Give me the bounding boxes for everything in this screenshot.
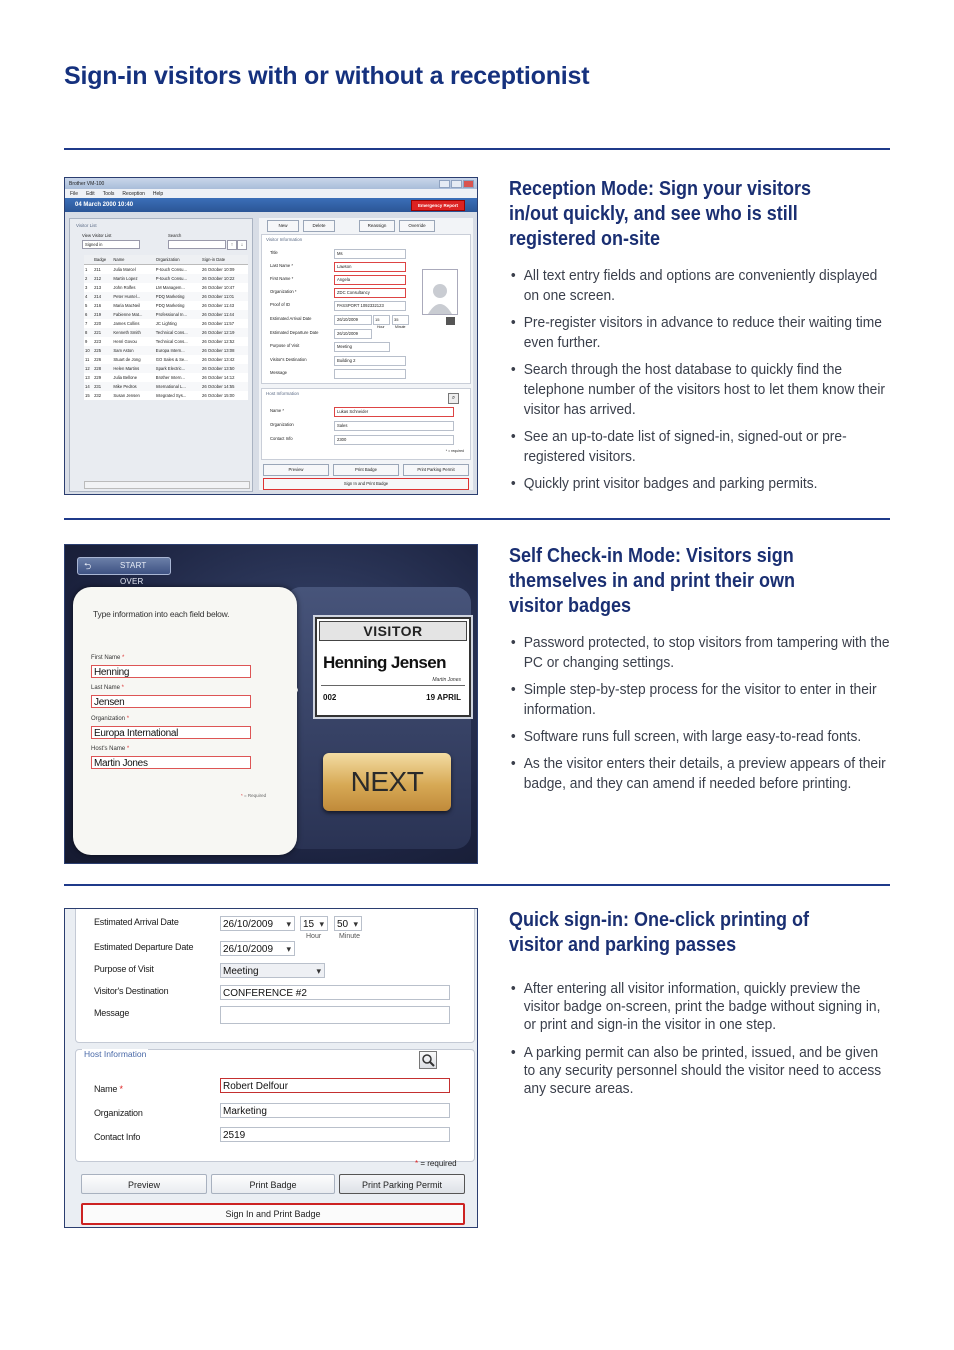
bullet-item: • Simple step-by-step process for the visitor to enter in their information. (509, 680, 892, 720)
preview-button[interactable]: Preview (263, 464, 329, 476)
contact-info-label: Contact Info (94, 1132, 141, 1142)
bullet-list (509, 980, 884, 1098)
arrival-hour-select[interactable] (373, 315, 390, 325)
visitor-list-table (84, 255, 248, 400)
table-cell: 219 (93, 310, 112, 319)
table-cell: 11 (85, 357, 90, 362)
self-check-in-screenshot (64, 544, 478, 864)
host-information-label: Host Information (266, 391, 300, 396)
table-cell: 225 (93, 346, 112, 355)
next-button[interactable]: NEXT (323, 753, 451, 811)
maximize-icon[interactable] (451, 180, 462, 188)
purpose-value: Meeting (223, 966, 259, 977)
arrival-minute-value: 35 (394, 317, 399, 322)
destination-label: Visitor's Destination (94, 986, 169, 996)
table-cell: 6 (84, 310, 93, 319)
table-cell: 26 October 12:52 (202, 339, 235, 344)
table-cell: 5 (85, 303, 88, 308)
print-badge-button[interactable]: Print Badge (211, 1174, 335, 1194)
first-name-input[interactable]: Henning (91, 665, 251, 678)
table-row[interactable] (84, 346, 248, 355)
table-cell: 3 (85, 285, 88, 290)
host-field-label: Organization (270, 422, 294, 427)
table-row[interactable] (84, 265, 248, 275)
table-cell: Martin Lopez (112, 274, 154, 283)
departure-date-select[interactable] (220, 941, 295, 956)
required-star: * (415, 1159, 419, 1168)
self-check-in-text (509, 544, 890, 801)
table-cell: Henri Govou (113, 339, 137, 344)
visitor-information-box (261, 234, 471, 384)
bullet-item: • Password protected, to stop visitors from tampering with the PC or changing settings. (509, 633, 892, 673)
host-field-input[interactable]: 2300 (334, 435, 454, 445)
search-label: Search (168, 233, 182, 238)
table-cell: 231 (93, 382, 112, 391)
column-header[interactable]: Organization (155, 255, 201, 265)
departure-date-label: Estimated Departure Date (94, 942, 194, 952)
visitor-field-input[interactable]: Meeting (334, 342, 390, 352)
visitor-field-input[interactable]: PASSPORT 1092332123 (334, 301, 406, 311)
table-cell: Technical Cons... (155, 328, 201, 337)
table-cell: Stuart de Jong (113, 357, 141, 362)
table-cell: 213 (94, 285, 102, 290)
return-arrow-icon: ⮌ (84, 561, 92, 571)
organization-input[interactable]: Europa International (91, 726, 251, 739)
arrow-down-icon[interactable]: ↓ (237, 240, 247, 250)
arrival-date-label: Estimated Arrival Date (94, 917, 179, 927)
arrival-hour-select[interactable] (300, 916, 328, 931)
table-cell: Julia Bellone (113, 375, 138, 380)
reassign-button[interactable]: Reassign (359, 220, 395, 232)
table-row[interactable] (84, 310, 248, 319)
table-cell: James Collins (113, 321, 140, 326)
table-cell: P-touch Consu... (155, 274, 201, 283)
badge-visitor-name: Henning Jensen (323, 653, 446, 672)
first-name-label: First Name * (91, 655, 124, 661)
visitor-field-label: Last Name * (270, 263, 294, 268)
table-cell: Technical Cons... (155, 339, 188, 344)
minute-label: Minute (339, 933, 361, 940)
reception-mode-screenshot (64, 177, 478, 495)
person-silhouette-icon (427, 280, 453, 314)
menu-reception[interactable]: Reception (122, 190, 145, 197)
visitor-field-label: Proof of ID (270, 302, 291, 307)
section-heading: Self Check-in Mode: Visitors sign themselves in and print their own visitor badges (509, 545, 796, 617)
last-name-label: Last Name * (91, 685, 124, 691)
visitor-field-label: Estimated Departure Date (270, 330, 319, 335)
table-cell: 220 (94, 321, 102, 326)
table-cell: Julia Marcel (113, 267, 136, 272)
table-cell: Brother Intern... (155, 375, 185, 380)
minimize-icon[interactable] (439, 180, 450, 188)
horizontal-scrollbar[interactable] (84, 481, 250, 489)
search-icon[interactable]: ⌕ (448, 393, 459, 404)
table-cell: 9 (85, 339, 88, 344)
visitor-field-input[interactable] (334, 369, 406, 379)
table-cell: Susan Jensen (113, 393, 140, 398)
bullet-item: • All text entry fields and options are conveniently displayed on one screen. (509, 266, 892, 306)
window-controls (439, 180, 474, 188)
table-cell: Integrated Sys... (155, 393, 187, 398)
menu-help[interactable]: Help (152, 190, 164, 197)
purpose-label: Purpose of Visit (94, 964, 154, 974)
visitor-field-label: Purpose of Visit (270, 343, 300, 348)
menu-edit[interactable]: Edit (86, 190, 95, 197)
table-cell: Spark Electric... (155, 364, 201, 373)
host-information-box (261, 388, 471, 460)
table-cell: Maria MacNeil (113, 303, 141, 308)
table-cell: 26 October 12:19 (201, 328, 248, 337)
window-title: Brother VM-100 (69, 180, 105, 187)
menu-tools[interactable]: Tools (102, 190, 115, 197)
host-organization-input[interactable]: Marketing (220, 1103, 450, 1118)
arrival-minute-select[interactable] (334, 916, 362, 931)
form-instructions: Type information into each field below. (93, 609, 230, 619)
current-date: 04 March 2000 10:40 (75, 202, 134, 208)
section-heading: Reception Mode: Sign your visitors in/out quickly, and see who is still registered on-site (509, 178, 812, 250)
host-organization-label: Organization (94, 1108, 143, 1118)
badge-divider (321, 685, 465, 686)
table-cell: 26 October 10:47 (202, 285, 235, 290)
form-arrow (280, 645, 298, 735)
magnifier-icon (420, 1052, 436, 1068)
required-note: * = required (445, 449, 464, 453)
table-cell: International L... (155, 382, 201, 391)
bullet-item: • Quickly print visitor badges and parking permits. (509, 474, 892, 494)
host-search-button[interactable] (419, 1051, 437, 1069)
table-cell: 26 October 13:50 (201, 364, 248, 373)
destination-input[interactable]: CONFERENCE #2 (220, 985, 450, 1000)
message-input[interactable] (220, 1006, 450, 1024)
sign-in-print-badge-button[interactable]: Sign In and Print Badge (81, 1203, 465, 1225)
visitor-field-label: First Name * (270, 276, 294, 281)
host-field-input[interactable]: Lukas Schneider (334, 407, 454, 417)
table-cell: 13 (85, 375, 90, 380)
table-cell: 8 (84, 328, 93, 337)
table-cell: Professional In... (155, 310, 201, 319)
table-row[interactable] (84, 274, 248, 283)
table-cell: Sam Aston (112, 346, 154, 355)
menu-file[interactable]: File (70, 190, 79, 197)
bullet-list (509, 633, 890, 794)
visit-details-panel (75, 908, 475, 1043)
table-cell: P-touch Consu... (155, 267, 187, 272)
badge-heading: VISITOR (319, 621, 467, 641)
section-divider (64, 884, 890, 886)
check-in-form (73, 587, 297, 855)
section-heading: Quick sign-in: One-click printing of visitor and parking passes (509, 909, 810, 956)
table-cell: 12 (84, 364, 93, 373)
window-titlebar (65, 178, 477, 189)
required-note: * = Required (241, 793, 266, 798)
badge-number: 002 (323, 693, 337, 702)
last-name-input[interactable]: Jensen (91, 695, 251, 708)
host-information-legend: Host Information (84, 1049, 147, 1059)
visitor-list-panel (69, 218, 253, 492)
column-header[interactable]: Sign-in Date (201, 255, 248, 265)
arrival-date-value: 26/10/2009 (223, 919, 274, 930)
delete-button[interactable]: Delete (303, 220, 335, 232)
table-row[interactable] (84, 355, 248, 364)
arrival-hour-value: 15 (375, 317, 380, 322)
table-cell: 15 (85, 393, 90, 398)
visitor-field-input[interactable]: Lawson (334, 262, 406, 272)
host-name-label-text: Name (94, 1084, 118, 1094)
host-field-label: Name * (270, 408, 284, 413)
table-cell: 26 October 13:08 (201, 346, 248, 355)
quick-sign-in-text (509, 908, 884, 1105)
visitor-badge-preview (315, 617, 471, 717)
table-cell: 212 (93, 274, 112, 283)
new-button[interactable]: New (267, 220, 299, 232)
host-field-label: Contact Info (270, 436, 293, 441)
quick-sign-in-screenshot (64, 908, 478, 1228)
visitor-field-input[interactable]: 26/10/2009 (334, 329, 372, 339)
table-cell: 26 October 11:43 (202, 303, 235, 308)
table-cell: 221 (93, 328, 112, 337)
minute-label: Minute (395, 325, 406, 329)
print-parking-permit-button[interactable]: Print Parking Permit (403, 464, 469, 476)
badge-date: 19 APRIL (426, 693, 461, 702)
preview-button[interactable]: Preview (81, 1174, 207, 1194)
table-cell: Mike Pedros (112, 382, 154, 391)
close-icon[interactable] (463, 180, 474, 188)
table-cell: 1 (85, 267, 88, 272)
table-cell: 214 (93, 292, 112, 301)
table-row[interactable] (84, 328, 248, 337)
table-cell: 229 (94, 375, 102, 380)
table-cell: 26 October 14:55 (201, 382, 248, 391)
table-cell: PDQ Marketing (155, 292, 201, 301)
message-label: Message (94, 1008, 130, 1018)
view-list-label: View Visitor List (82, 233, 112, 238)
hour-label: Hour (377, 325, 385, 329)
bullet-item: • A parking permit can also be printed, issued, and be given to any security personnel should the visitor need to access any secure areas. (509, 1044, 892, 1098)
section-divider (64, 518, 890, 520)
column-header[interactable] (84, 255, 93, 265)
host-name-label: Host's Name * (91, 746, 129, 752)
view-list-select[interactable] (82, 240, 140, 249)
table-cell: 211 (94, 267, 101, 272)
host-information-panel (75, 1049, 475, 1162)
visitor-photo[interactable] (422, 269, 458, 315)
sign-in-print-badge-button[interactable]: Sign In and Print Badge (263, 478, 469, 490)
bullet-item: • Software runs full screen, with large easy-to-read fonts. (509, 727, 892, 747)
table-row[interactable] (84, 292, 248, 301)
table-cell: 10 (84, 346, 93, 355)
table-row[interactable] (84, 373, 248, 382)
host-name-label (94, 1084, 123, 1094)
required-note-text: = required (420, 1159, 457, 1168)
contact-info-input[interactable]: 2519 (220, 1127, 450, 1142)
table-row[interactable] (84, 337, 248, 346)
hour-label: Hour (306, 933, 322, 940)
visitor-field-input[interactable]: Angela (334, 275, 406, 285)
table-cell: 2 (84, 274, 93, 283)
visitor-information-label: Visitor Information (266, 237, 303, 242)
host-name-input[interactable]: Martin Jones (91, 756, 251, 769)
table-cell: 226 (94, 357, 102, 362)
table-cell: 232 (94, 393, 102, 398)
departure-date-value: 26/10/2009 (223, 944, 274, 955)
table-cell: JC Lighting (155, 321, 177, 326)
visitor-detail-panel (259, 218, 473, 490)
search-input[interactable] (168, 240, 226, 249)
arrival-minute-select[interactable] (392, 315, 409, 325)
table-cell: 4 (84, 292, 93, 301)
required-star: * (119, 1084, 123, 1094)
arrival-hour-value: 15 (303, 919, 315, 930)
visitor-field-input[interactable]: Building 2 (334, 356, 406, 366)
table-cell: Kenneth Smith (112, 328, 154, 337)
section-divider (64, 148, 890, 150)
bullet-item: • See an up-to-date list of signed-in, signed-out or pre-registered visitors. (509, 427, 892, 467)
page-title: Sign-in visitors with or without a receptionist (64, 62, 590, 90)
table-cell: 228 (93, 364, 112, 373)
purpose-select[interactable] (220, 963, 325, 978)
arrival-date-select[interactable] (220, 916, 295, 931)
table-cell: 26 October 11:44 (201, 310, 248, 319)
table-row[interactable] (84, 283, 248, 292)
table-row[interactable] (84, 391, 248, 400)
table-cell: Europa Intern... (155, 346, 201, 355)
table-row[interactable] (84, 364, 248, 373)
table-cell: GO Sales & Se... (155, 357, 188, 362)
host-name-input[interactable]: Robert Delfour (220, 1078, 450, 1093)
table-cell: 26 October 10:22 (201, 274, 248, 283)
bullet-item: • As the visitor enters their details, a preview appears of their badge, and they can amend if needed before printing. (509, 754, 892, 794)
override-button[interactable]: Override (399, 220, 435, 232)
badge-host-name: Martin Jones (432, 677, 461, 683)
table-header-row (84, 255, 248, 265)
visitor-list-label: Visitor List (76, 223, 97, 228)
start-over-button[interactable] (77, 557, 171, 586)
table-cell: Fabienne Mat... (112, 310, 154, 319)
camera-icon[interactable] (446, 317, 455, 325)
start-over-label: START OVER (120, 561, 147, 586)
table-cell: Peter Huntel... (112, 292, 154, 301)
table-cell: 26 October 15:00 (202, 393, 235, 398)
print-parking-permit-button[interactable]: Print Parking Permit (339, 1174, 465, 1194)
column-header[interactable]: Name (112, 255, 154, 265)
visitor-field-label: Title (270, 250, 278, 255)
visitor-field-input[interactable]: Ms (334, 249, 406, 259)
bullet-list (509, 266, 884, 494)
table-cell: 26 October 13:42 (202, 357, 235, 362)
print-badge-button[interactable]: Print Badge (333, 464, 399, 476)
required-note (415, 1159, 457, 1168)
table-cell: John Rolfes (113, 285, 136, 290)
bullet-item: • Search through the host database to quickly find the telephone number of the visitors host to let them know their visitor has arrived. (509, 360, 892, 420)
table-cell: LM Managem... (155, 285, 185, 290)
menu-bar (65, 189, 477, 198)
table-cell: 26 October 11:57 (202, 321, 235, 326)
table-cell: 7 (85, 321, 88, 326)
organization-label: Organization * (91, 716, 129, 722)
visitor-field-label: Visitor's Destination (270, 357, 307, 362)
view-list-value: Signed in (85, 242, 103, 247)
visitor-field-input[interactable]: ZDC Consultancy (334, 288, 406, 298)
visitor-field-label: Message (270, 370, 287, 375)
date-bar (65, 198, 477, 212)
emergency-report-button[interactable]: Emergency Report (411, 200, 465, 211)
table-row[interactable] (84, 301, 248, 310)
table-cell: 223 (94, 339, 102, 344)
table-cell: Helen Martins (112, 364, 154, 373)
bullet-item: • Pre-register visitors in advance to reduce their waiting time even further. (509, 313, 892, 353)
table-cell: 26 October 14:12 (202, 375, 235, 380)
reception-mode-text (509, 177, 884, 501)
host-field-input[interactable]: Sales (334, 421, 454, 431)
table-row[interactable] (84, 382, 248, 391)
table-cell: 26 October 11:01 (201, 292, 248, 301)
table-cell: 14 (84, 382, 93, 391)
table-cell: 26 October 10:09 (202, 267, 235, 272)
table-cell: 216 (94, 303, 102, 308)
table-cell: PDQ Marketing (155, 303, 185, 308)
table-row[interactable] (84, 319, 248, 328)
bullet-item: • After entering all visitor information, quickly preview the visitor badge on-screen, print the badge without signing in, or print and sign-in the visitor in one step. (509, 980, 892, 1034)
column-header[interactable]: Badge (93, 255, 112, 265)
arrival-minute-value: 50 (337, 919, 349, 930)
arrow-up-icon[interactable]: ↑ (227, 240, 237, 250)
visitor-field-label: Organization * (270, 289, 297, 294)
visitor-field-label: Estimated Arrival Date (270, 316, 312, 321)
visitor-field-input[interactable]: 26/10/2009 (334, 315, 372, 325)
